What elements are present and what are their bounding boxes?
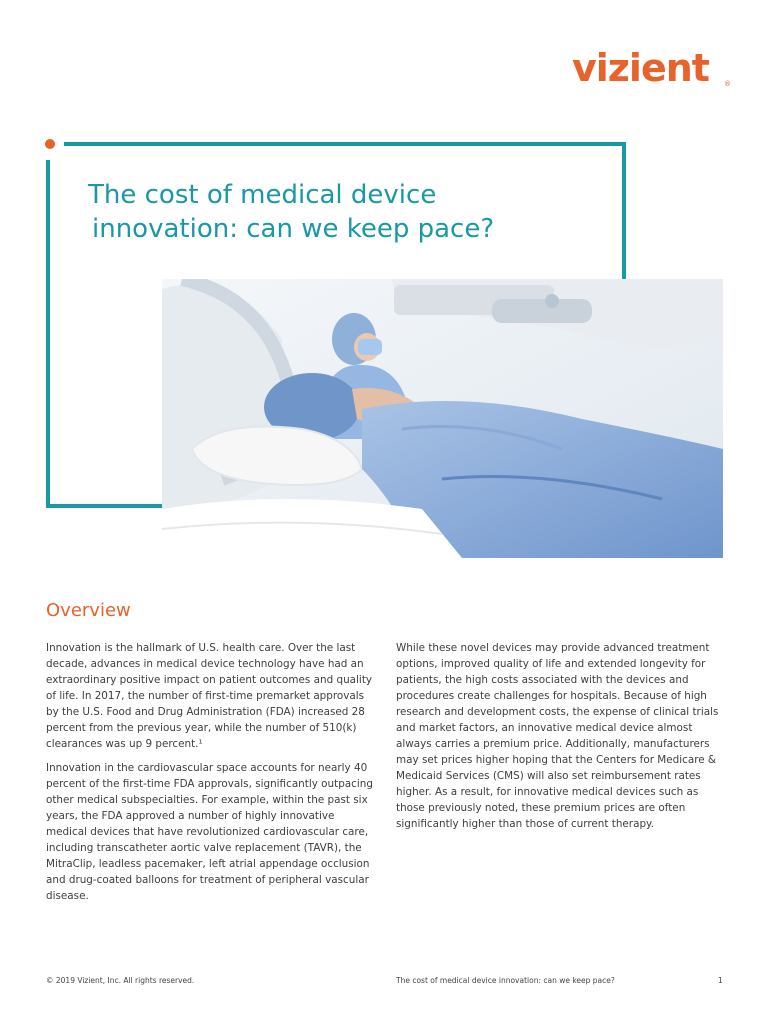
vizient-logo: vizient [572,46,709,90]
frame-top-line [64,142,626,146]
paragraph: While these novel devices may provide advanced treatment options, improved quality of life and extended longevity for patients, the high costs associated with the devices and procedures create challenges for hospitals. Because of high research and development costs, the expense of clinical trials and market factors, an innovative medical device almost always carries a premium price. Additionally, manufacturers may set prices higher hoping that the Centers for Medicare & Medicaid Services (CMS) will also set reimbursement rates higher. As a result, for innovative medical devices such as those previously noted, these premium prices are often significantly higher than those of current therapy. [396,642,719,830]
medical-imaging-photo-icon [162,279,723,558]
section-heading-overview: Overview [46,600,131,621]
registered-mark: ® [724,80,731,88]
page-title-line-1: The cost of medical device [88,180,437,210]
hero-photo [162,279,723,558]
body-column-left [46,640,376,912]
frame-left-line [46,160,50,508]
page-title [88,178,588,246]
footer-copyright: © 2019 Vizient, Inc. All rights reserved. [46,976,195,985]
footer-page-number: 1 [718,976,723,985]
frame-dot-top-left [45,139,55,149]
page-title-line-2: innovation: can we keep pace? [92,214,495,244]
body-column-right [396,640,726,840]
paragraph: Innovation is the hallmark of U.S. health care. Over the last decade, advances in medical device technology have had an extraordinary positive impact on patient outcomes and quality of life. In 2017, the number of first-time premarket approvals by the U.S. Food and Drug Administration (FDA) increased 28 percent from the previous year, while the number of 510(k) clearances was up 9 percent.¹ [46,642,373,750]
footer-document-title: The cost of medical device innovation: can we keep pace? [396,976,615,985]
paragraph: Innovation in the cardiovascular space accounts for nearly 40 percent of the first-time FDA approvals, significantly outpacing other medical subspecialties. For example, within the past six years, the FDA approved a number of highly innovative medical devices that have revolutionized cardiovascular care, including transcatheter aortic valve replacement (TAVR), the MitraClip, leadless pacemaker, left atrial appendage occlusion and drug-coated balloons for treatment of peripheral vascular disease. [46,762,373,902]
